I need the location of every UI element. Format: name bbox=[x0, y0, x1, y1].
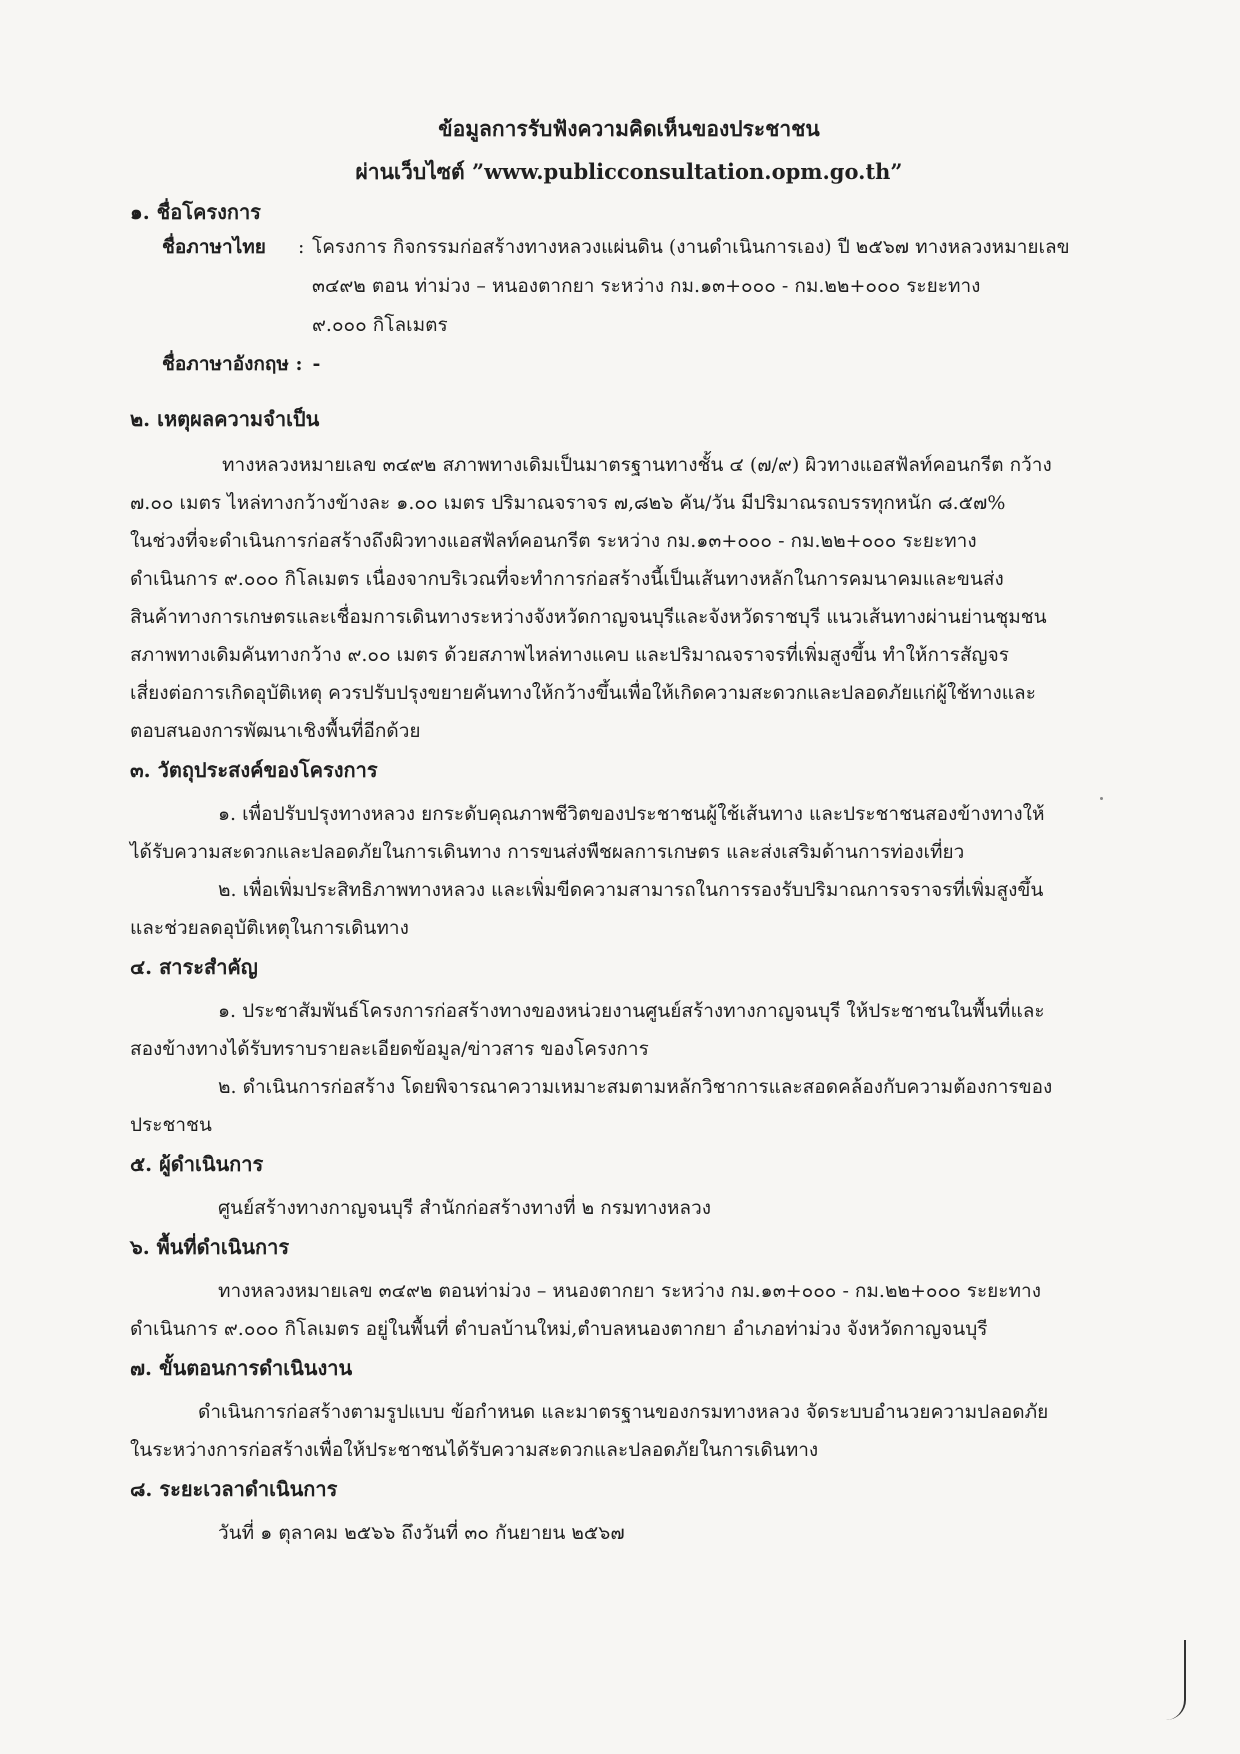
english-name-row bbox=[130, 355, 1128, 374]
thai-name-text bbox=[312, 238, 1128, 355]
section-project-name bbox=[130, 202, 1128, 374]
section-objectives bbox=[130, 760, 1128, 938]
doc-title-line1: ข้อมูลการรับฟังความคิดเห็นของประชาชน bbox=[438, 116, 820, 141]
thai-name-line: ๙.๐๐๐ กิโลเมตร bbox=[312, 314, 448, 336]
rationale-line: ตอบสนองการพัฒนาเชิงพื้นที่อีกด้วย bbox=[130, 720, 421, 742]
area-line: ดำเนินการ ๙.๐๐๐ กิโลเมตร อยู่ในพื้นที่ ตำบลบ้านใหม่,ตำบลหนองตากยา อำเภอท่าม่วง จังหวัดกาญจนบุรี bbox=[130, 1318, 988, 1340]
margin-pen-mark bbox=[1160, 1640, 1186, 1720]
rationale-line: ทางหลวงหมายเลข ๓๔๙๒ สภาพทางเดิมเป็นมาตรฐานทางชั้น ๔ (๗/๙) ผิวทางแอสฟัลท์คอนกรีต กว้าง bbox=[222, 454, 1052, 476]
section-essence bbox=[130, 957, 1128, 1135]
section-duration bbox=[130, 1479, 1128, 1543]
section-procedure bbox=[130, 1358, 1128, 1460]
english-name-label: ชื่อภาษาอังกฤษ : bbox=[162, 353, 303, 375]
objective-line: ๑. เพื่อปรับปรุงทางหลวง ยกระดับคุณภาพชีวิตของประชาชนผู้ใช้เส้นทาง และประชาชนสองข้างทางให้ bbox=[218, 803, 1045, 825]
thai-name-colon: : bbox=[298, 236, 305, 258]
section-1-heading: ๑. ชื่อโครงการ bbox=[130, 200, 261, 224]
section-5-heading: ๕. ผู้ดำเนินการ bbox=[130, 1152, 264, 1176]
section-6-heading: ๖. พื้นที่ดำเนินการ bbox=[130, 1235, 290, 1259]
doc-title-line2: ผ่านเว็บไซต์ ”www.publicconsultation.opm.go.th” bbox=[355, 159, 903, 184]
rationale-line: ในช่วงที่จะดำเนินการก่อสร้างถึงผิวทางแอสฟัลท์คอนกรีต ระหว่าง กม.๑๓+๐๐๐ - กม.๒๒+๐๐๐ ระยะทาง bbox=[130, 530, 977, 552]
operator-text: ศูนย์สร้างทางกาญจนบุรี สำนักก่อสร้างทางที่ ๒ กรมทางหลวง bbox=[218, 1197, 712, 1219]
essence-line: ประชาชน bbox=[130, 1114, 212, 1136]
thai-name-label: ชื่อภาษาไทย bbox=[162, 236, 266, 258]
area-line: ทางหลวงหมายเลข ๓๔๙๒ ตอนท่าม่วง – หนองตากยา ระหว่าง กม.๑๓+๐๐๐ - กม.๒๒+๐๐๐ ระยะทาง bbox=[218, 1280, 1041, 1302]
section-8-heading: ๘. ระยะเวลาดำเนินการ bbox=[130, 1477, 338, 1501]
section-rationale bbox=[130, 409, 1128, 741]
english-name-value: - bbox=[312, 353, 321, 375]
thai-name-line: โครงการ กิจกรรมก่อสร้างทางหลวงแผ่นดิน (งานดำเนินการเอง) ปี ๒๕๖๗ ทางหลวงหมายเลข bbox=[312, 236, 1070, 258]
thai-name-line: ๓๔๙๒ ตอน ท่าม่วง – หนองตากยา ระหว่าง กม.๑๓+๐๐๐ - กม.๒๒+๐๐๐ ระยะทาง bbox=[312, 275, 981, 297]
section-3-heading: ๓. วัตถุประสงค์ของโครงการ bbox=[130, 758, 378, 782]
rationale-line: ๗.๐๐ เมตร ไหล่ทางกว้างข้างละ ๑.๐๐ เมตร ปริมาณจราจร ๗,๘๒๖ คัน/วัน มีปริมาณรถบรรทุกหนัก ๘.๕๗% bbox=[130, 492, 1006, 514]
rationale-line: สินค้าทางการเกษตรและเชื่อมการเดินทางระหว่างจังหวัดกาญจนบุรีและจังหวัดราชบุรี แนวเส้นทางผ่านย่านชุมชน bbox=[130, 606, 1047, 628]
section-operator bbox=[130, 1154, 1128, 1218]
procedure-line: ดำเนินการก่อสร้างตามรูปแบบ ข้อกำหนด และมาตรฐานของกรมทางหลวง จัดระบบอำนวยความปลอดภัย bbox=[198, 1401, 1049, 1423]
section-area bbox=[130, 1237, 1128, 1339]
essence-line: ๒. ดำเนินการก่อสร้าง โดยพิจารณาความเหมาะสมตามหลักวิชาการและสอดคล้องกับความต้องการของ bbox=[218, 1076, 1053, 1098]
objective-line: และช่วยลดอุบัติเหตุในการเดินทาง bbox=[130, 917, 409, 939]
section-4-heading: ๔. สาระสำคัญ bbox=[130, 955, 258, 979]
rationale-line: ดำเนินการ ๙.๐๐๐ กิโลเมตร เนื่องจากบริเวณที่จะทำการก่อสร้างนี้เป็นเส้นทางหลักในการคมนาคมและขนส่ง bbox=[130, 568, 1004, 590]
objective-line: ได้รับความสะดวกและปลอดภัยในการเดินทาง การขนส่งพืชผลการเกษตร และส่งเสริมด้านการท่องเที่ยว bbox=[130, 841, 965, 863]
scan-speck bbox=[1100, 797, 1103, 800]
rationale-line: เสี่ยงต่อการเกิดอุบัติเหตุ ควรปรับปรุงขยายคันทางให้กว้างขึ้นเพื่อให้เกิดความสะดวกและปลอดภัยแก่ผู้ใช้ทางและ bbox=[130, 682, 1036, 704]
rationale-line: สภาพทางเดิมคันทางกว้าง ๙.๐๐ เมตร ด้วยสภาพไหล่ทางแคบ และปริมาณจราจรที่เพิ่มสูงขึ้น ทำให้การสัญจร bbox=[130, 644, 1009, 666]
objective-line: ๒. เพื่อเพิ่มประสิทธิภาพทางหลวง และเพิ่มขีดความสามารถในการรองรับปริมาณการจราจรที่เพิ่มสูงขึ้น bbox=[218, 879, 1044, 901]
essence-line: ๑. ประชาสัมพันธ์โครงการก่อสร้างทางของหน่วยงานศูนย์สร้างทางกาญจนบุรี ให้ประชาชนในพื้นที่และ bbox=[218, 1000, 1045, 1022]
procedure-line: ในระหว่างการก่อสร้างเพื่อให้ประชาชนได้รับความสะดวกและปลอดภัยในการเดินทาง bbox=[130, 1439, 819, 1461]
thai-name-row bbox=[130, 238, 1128, 355]
section-7-heading: ๗. ขั้นตอนการดำเนินงาน bbox=[130, 1356, 353, 1380]
section-2-heading: ๒. เหตุผลความจำเป็น bbox=[130, 407, 320, 431]
duration-text: วันที่ ๑ ตุลาคม ๒๕๖๖ ถึงวันที่ ๓๐ กันยายน ๒๕๖๗ bbox=[218, 1522, 625, 1544]
essence-line: สองข้างทางได้รับทราบรายละเอียดข้อมูล/ข่าวสาร ของโครงการ bbox=[130, 1038, 649, 1060]
